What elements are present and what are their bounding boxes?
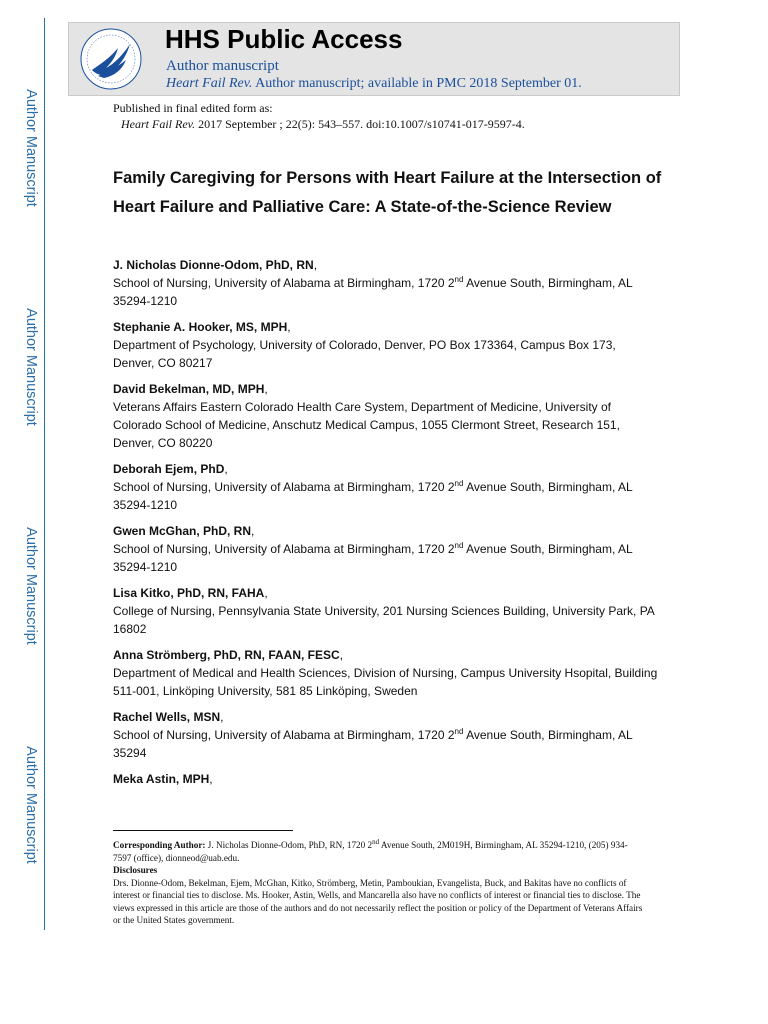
- author-separator: ,: [209, 772, 213, 786]
- author-entry: [113, 257, 658, 310]
- author-name-line: [113, 319, 658, 336]
- citation-details: 2017 September ; 22(5): 543–557. doi:10.1007/s10741-017-9597-4.: [195, 117, 525, 131]
- footnote-rule: [113, 830, 293, 831]
- author-entry: [113, 523, 658, 576]
- author-name: Anna Strömberg, PhD, RN, FAAN, FESC: [113, 648, 340, 662]
- author-entry: [113, 771, 658, 788]
- author-entry: [113, 319, 658, 372]
- disclosures-label: Disclosures: [113, 865, 158, 875]
- author-name: Lisa Kitko, PhD, RN, FAHA: [113, 586, 265, 600]
- author-entry: [113, 381, 658, 452]
- author-name-line: [113, 771, 658, 788]
- author-affiliation: School of Nursing, University of Alabama at Birmingham, 1720 2nd Avenue South, Birmingham, AL 35294-1210: [113, 479, 633, 512]
- banner-availability: Author manuscript; available in PMC 2018 September 01.: [252, 76, 582, 91]
- left-margin-rule: [44, 18, 45, 930]
- author-separator: ,: [220, 710, 224, 724]
- author-affiliation: Department of Medical and Health Sciences, Division of Nursing, Campus University Hsopital, Building 511-001, Linköping University, 581 85 Linköping, Sweden: [113, 666, 658, 698]
- banner-subtitle: Author manuscript: [166, 58, 279, 74]
- author-name: Stephanie A. Hooker, MS, MPH: [113, 320, 288, 334]
- citation-journal: Heart Fail Rev.: [121, 117, 196, 131]
- author-separator: ,: [339, 648, 344, 662]
- author-list: [113, 257, 658, 797]
- author-name: Meka Astin, MPH: [113, 772, 210, 786]
- author-name-line: [113, 257, 658, 274]
- author-affiliation: School of Nursing, University of Alabama at Birmingham, 1720 2nd Avenue South, Birmingham, AL 35294-1210: [113, 275, 633, 308]
- author-separator: ,: [287, 320, 291, 334]
- author-name-line: [113, 585, 658, 602]
- author-affiliation: Veterans Affairs Eastern Colorado Health Care System, Department of Medicine, University of Colorado School of Medicine, Anschutz Medical Campus, 1055 Clermont Street, Research 151, Denver, CO 80220: [113, 400, 620, 450]
- author-name: David Bekelman, MD, MPH: [113, 382, 265, 396]
- footnotes: [113, 839, 643, 927]
- author-name: Rachel Wells, MSN: [113, 710, 221, 724]
- author-name-line: [113, 523, 658, 540]
- corresponding-label: Corresponding Author:: [113, 840, 206, 850]
- author-entry: [113, 461, 658, 514]
- author-name-line: [113, 461, 658, 478]
- disclosures-text: Drs. Dionne-Odom, Bekelman, Ejem, McGhan, Kitko, Strömberg, Metin, Pamboukian, Evangelista, Buck, and Bakitas have no conflicts of interest or financial ties to disclose. Ms. Hooker, Astin, Wells, and Mancarella also have no conflicts of interest or financial ties to disclose. The views expressed in this article are those of the authors and do not necessarily reflect the position or policy of the Department of Veterans Affairs or the United States government.: [113, 877, 643, 925]
- author-name-line: [113, 709, 658, 726]
- author-name-line: [113, 647, 658, 664]
- banner-title: HHS Public Access: [165, 24, 403, 54]
- author-name: Deborah Ejem, PhD: [113, 462, 225, 476]
- author-separator: ,: [251, 524, 255, 538]
- author-separator: ,: [264, 382, 268, 396]
- author-entry: [113, 709, 658, 762]
- author-affiliation: School of Nursing, University of Alabama at Birmingham, 1720 2nd Avenue South, Birmingham, AL 35294: [113, 727, 633, 760]
- banner-journal-line: [166, 76, 582, 92]
- author-affiliation: School of Nursing, University of Alabama at Birmingham, 1720 2nd Avenue South, Birmingham, AL 35294-1210: [113, 541, 633, 574]
- author-entry: [113, 585, 658, 638]
- author-name-line: [113, 381, 658, 398]
- author-entry: [113, 647, 658, 700]
- author-name: Gwen McGhan, PhD, RN: [113, 524, 252, 538]
- author-separator: ,: [264, 586, 268, 600]
- banner-journal-name: Heart Fail Rev.: [166, 76, 253, 91]
- corresponding-author-note: Corresponding Author: J. Nicholas Dionne-Odom, PhD, RN, 1720 2nd Avenue South, 2M019H, Birmingham, AL 35294-1210, (205) 934-7597 (office), dionneod@uab.edu.: [113, 837, 628, 863]
- article-title: Family Caregiving for Persons with Heart Failure at the Intersection of Heart Failure and Palliative Care: A State-of-the-Science Review: [113, 169, 662, 216]
- author-affiliation: Department of Psychology, University of Colorado, Denver, PO Box 173364, Campus Box 173, Denver, CO 80217: [113, 338, 616, 370]
- published-line: Published in final edited form as:: [113, 101, 273, 115]
- author-separator: ,: [313, 258, 318, 272]
- citation-line: [121, 117, 525, 132]
- author-name: J. Nicholas Dionne-Odom, PhD, RN: [113, 258, 314, 272]
- author-separator: ,: [224, 462, 228, 476]
- author-affiliation: College of Nursing, Pennsylvania State University, 201 Nursing Sciences Building, University Park, PA 16802: [113, 604, 655, 636]
- hhs-eagle-seal-icon: [78, 26, 144, 92]
